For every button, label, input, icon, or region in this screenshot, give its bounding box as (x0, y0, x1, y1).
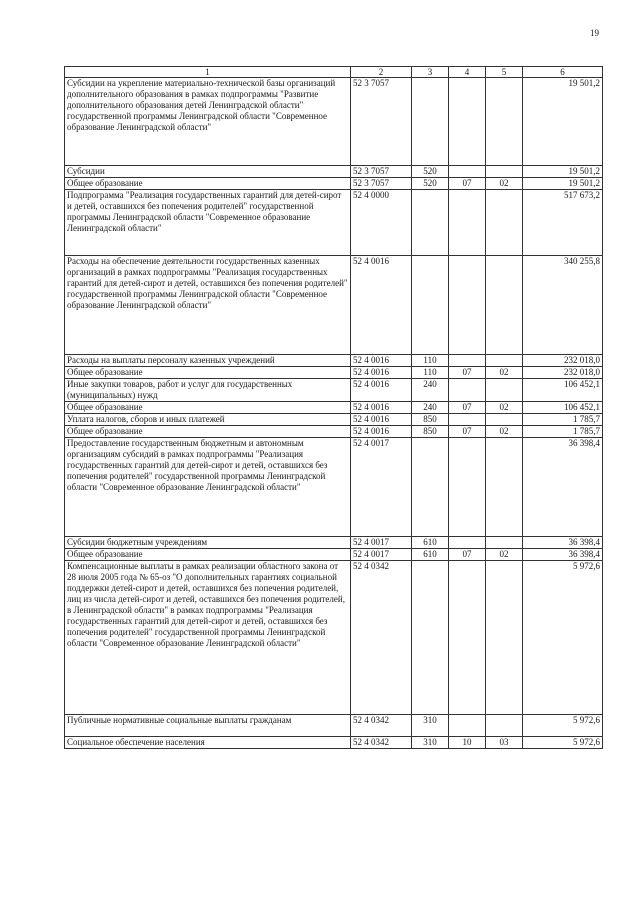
row-section-cell: 10 (449, 737, 486, 749)
row-amount-cell: 36 398,4 (523, 438, 603, 537)
row-name-cell: Субсидии (65, 166, 351, 178)
row-name-cell: Предоставление государственным бюджетным и автономным организациям субсидий в рамках подпрограммы "Реализация государственных гарантий для детей-сирот и детей, оставшихся без попечения родителей" государственной программы Ленинградской области "Современное образование Ленинградской области" (65, 438, 351, 537)
row-amount-cell: 517 673,2 (523, 190, 603, 256)
row-expense-type-cell (412, 256, 449, 355)
table-row (65, 737, 603, 749)
header-cell: 6 (523, 67, 603, 78)
row-section-cell: 07 (449, 402, 486, 414)
row-subsection-cell (486, 438, 523, 537)
row-subsection-cell (486, 78, 523, 166)
row-expense-type-cell: 310 (412, 737, 449, 749)
row-name-cell: Публичные нормативные социальные выплаты гражданам (65, 715, 351, 737)
row-section-cell (449, 438, 486, 537)
row-amount-cell: 19 501,2 (523, 78, 603, 166)
row-amount-cell: 232 018,0 (523, 367, 603, 379)
header-cell: 4 (449, 67, 486, 78)
row-section-cell (449, 537, 486, 549)
header-cell: 2 (351, 67, 412, 78)
header-cell: 5 (486, 67, 523, 78)
row-expense-type-cell: 610 (412, 537, 449, 549)
row-section-cell (449, 166, 486, 178)
row-subsection-cell: 03 (486, 737, 523, 749)
table-body (65, 78, 603, 749)
row-amount-cell: 106 452,1 (523, 379, 603, 402)
budget-table (64, 66, 603, 749)
row-name-cell: Уплата налогов, сборов и иных платежей (65, 414, 351, 426)
row-expense-type-cell (412, 78, 449, 166)
row-code-cell: 52 3 7057 (351, 178, 412, 190)
row-subsection-cell (486, 256, 523, 355)
row-name-cell: Расходы на выплаты персоналу казенных учреждений (65, 355, 351, 367)
row-section-cell: 07 (449, 367, 486, 379)
row-subsection-cell: 02 (486, 178, 523, 190)
row-code-cell: 52 4 0016 (351, 402, 412, 414)
row-amount-cell: 36 398,4 (523, 549, 603, 561)
table-row (65, 561, 603, 715)
row-code-cell: 52 4 0016 (351, 256, 412, 355)
row-expense-type-cell: 850 (412, 426, 449, 438)
page-number: 19 (590, 28, 599, 38)
row-name-cell: Общее образование (65, 178, 351, 190)
row-section-cell (449, 78, 486, 166)
table-row (65, 355, 603, 367)
table-row (65, 549, 603, 561)
table-row (65, 402, 603, 414)
table-row (65, 537, 603, 549)
table-row (65, 190, 603, 256)
row-expense-type-cell (412, 561, 449, 715)
row-name-cell: Субсидии на укрепление материально-технической базы организаций дополнительного образования в рамках подпрограммы "Развитие дополнительного образования детей Ленинградской области" государственной программы Ленинградской области "Современное образование Ленинградской области" (65, 78, 351, 166)
row-code-cell: 52 4 0017 (351, 549, 412, 561)
row-amount-cell: 232 018,0 (523, 355, 603, 367)
row-code-cell: 52 4 0017 (351, 537, 412, 549)
row-code-cell: 52 3 7057 (351, 78, 412, 166)
row-code-cell: 52 4 0342 (351, 561, 412, 715)
table-row (65, 414, 603, 426)
row-name-cell: Иные закупки товаров, работ и услуг для государственных (муниципальных) нужд (65, 379, 351, 402)
row-amount-cell: 5 972,6 (523, 715, 603, 737)
row-amount-cell: 340 255,8 (523, 256, 603, 355)
row-expense-type-cell: 850 (412, 414, 449, 426)
row-subsection-cell: 02 (486, 367, 523, 379)
table-row (65, 178, 603, 190)
row-subsection-cell (486, 190, 523, 256)
row-subsection-cell (486, 414, 523, 426)
row-section-cell (449, 379, 486, 402)
row-expense-type-cell: 310 (412, 715, 449, 737)
table-row (65, 367, 603, 379)
row-section-cell: 07 (449, 426, 486, 438)
row-subsection-cell (486, 166, 523, 178)
row-section-cell: 07 (449, 549, 486, 561)
row-amount-cell: 36 398,4 (523, 537, 603, 549)
row-section-cell (449, 561, 486, 715)
row-code-cell: 52 4 0017 (351, 438, 412, 537)
row-name-cell: Субсидии бюджетным учреждениям (65, 537, 351, 549)
row-section-cell (449, 256, 486, 355)
row-amount-cell: 19 501,2 (523, 166, 603, 178)
row-subsection-cell (486, 715, 523, 737)
row-name-cell: Общее образование (65, 426, 351, 438)
table-row (65, 78, 603, 166)
row-amount-cell: 1 785,7 (523, 414, 603, 426)
row-name-cell: Подпрограмма "Реализация государственных гарантий для детей-сирот и детей, оставшихся без попечения родителей" государственной программы Ленинградской области "Современное образование Ленинградской области" (65, 190, 351, 256)
row-name-cell: Социальное обеспечение населения (65, 737, 351, 749)
table-row (65, 438, 603, 537)
row-code-cell: 52 4 0342 (351, 737, 412, 749)
row-section-cell: 07 (449, 178, 486, 190)
row-subsection-cell: 02 (486, 426, 523, 438)
row-subsection-cell: 02 (486, 402, 523, 414)
header-cell: 1 (65, 67, 351, 78)
row-section-cell (449, 715, 486, 737)
row-name-cell: Расходы на обеспечение деятельности государственных казенных организаций в рамках подпрограммы "Реализация государственных гарантий для детей-сирот и детей, оставшихся без попечения родителей" государственной программы Ленинградской области "Современное образование Ленинградской области" (65, 256, 351, 355)
row-amount-cell: 19 501,2 (523, 178, 603, 190)
row-name-cell: Общее образование (65, 402, 351, 414)
row-code-cell: 52 4 0016 (351, 355, 412, 367)
row-code-cell: 52 4 0016 (351, 367, 412, 379)
row-amount-cell: 5 972,6 (523, 737, 603, 749)
row-section-cell (449, 355, 486, 367)
row-code-cell: 52 3 7057 (351, 166, 412, 178)
row-expense-type-cell: 520 (412, 166, 449, 178)
header-cell: 3 (412, 67, 449, 78)
row-name-cell: Общее образование (65, 367, 351, 379)
row-expense-type-cell: 240 (412, 402, 449, 414)
table-row (65, 715, 603, 737)
row-code-cell: 52 4 0342 (351, 715, 412, 737)
row-expense-type-cell: 520 (412, 178, 449, 190)
header-row (65, 67, 603, 78)
row-expense-type-cell: 110 (412, 367, 449, 379)
row-code-cell: 52 4 0000 (351, 190, 412, 256)
row-expense-type-cell: 610 (412, 549, 449, 561)
row-amount-cell: 5 972,6 (523, 561, 603, 715)
row-section-cell (449, 414, 486, 426)
table-row (65, 426, 603, 438)
row-code-cell: 52 4 0016 (351, 379, 412, 402)
row-name-cell: Общее образование (65, 549, 351, 561)
row-code-cell: 52 4 0016 (351, 414, 412, 426)
row-expense-type-cell (412, 438, 449, 537)
row-subsection-cell (486, 561, 523, 715)
row-section-cell (449, 190, 486, 256)
row-name-cell: Компенсационные выплаты в рамках реализации областного закона от 28 июля 2005 года № 65-оз "О дополнительных гарантиях социальной поддержки детей-сирот и детей, оставшихся без попечения родителей, лиц из числа детей-сирот и детей, оставшихся без попечения родителей, в Ленинградской области" в рамках подпрограммы "Реализация государственных гарантий для детей-сирот и детей, оставшихся без попечения родителей" государственной программы Ленинградской области "Современное образование Ленинградской области" (65, 561, 351, 715)
row-expense-type-cell: 240 (412, 379, 449, 402)
table-row (65, 166, 603, 178)
row-subsection-cell (486, 355, 523, 367)
table-row (65, 379, 603, 402)
row-code-cell: 52 4 0016 (351, 426, 412, 438)
row-expense-type-cell: 110 (412, 355, 449, 367)
row-amount-cell: 1 785,7 (523, 426, 603, 438)
row-subsection-cell: 02 (486, 549, 523, 561)
row-amount-cell: 106 452,1 (523, 402, 603, 414)
row-subsection-cell (486, 537, 523, 549)
row-expense-type-cell (412, 190, 449, 256)
row-subsection-cell (486, 379, 523, 402)
table-row (65, 256, 603, 355)
